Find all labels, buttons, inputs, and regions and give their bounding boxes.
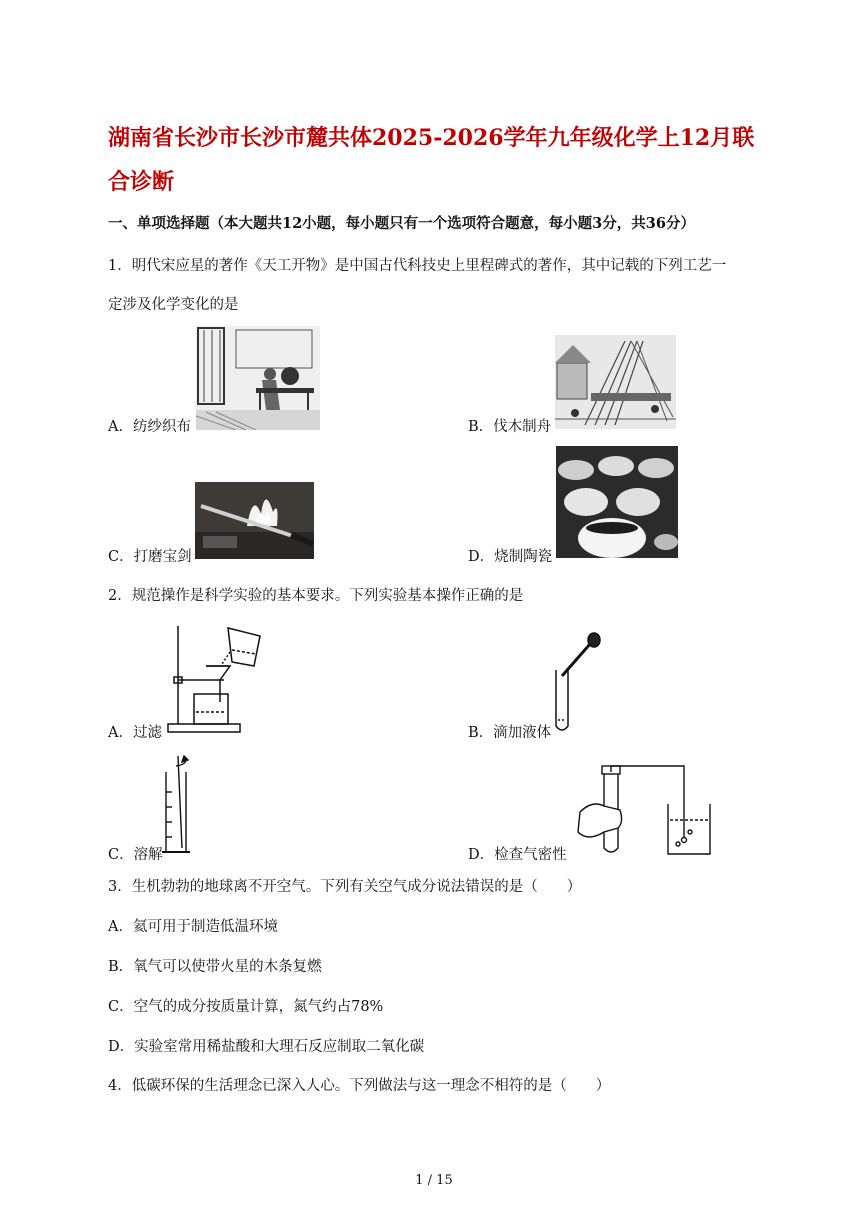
sword-forging-image [195, 482, 314, 559]
q3-option-b: B．氧气可以使带火星的木条复燃 [108, 959, 322, 975]
dissolving-cylinder-image [160, 752, 196, 858]
q2-option-b: B．滴加液体 [468, 725, 552, 741]
q3-stem: 3．生机勃勃的地球离不开空气。下列有关空气成分说法错误的是（ ） [108, 879, 582, 895]
q1-option-c: C．打磨宝剑 [108, 549, 192, 565]
q1-option-d: D．烧制陶瓷 [468, 549, 553, 565]
page-number: 1 / 15 [415, 1173, 453, 1188]
section-heading: 一、单项选择题（本大题共12小题，每小题只有一个选项符合题意，每小题3分，共36分） [108, 215, 695, 232]
airtightness-check-image [574, 762, 714, 858]
q3-option-d: D．实验室常用稀盐酸和大理石反应制取二氧化碳 [108, 1039, 425, 1055]
spinning-weaving-image [196, 326, 320, 430]
q2-option-a: A．过滤 [108, 725, 162, 741]
q1-stem-line1: 1．明代宋应星的著作《天工开物》是中国古代科技史上里程碑式的著作，其中记载的下列工艺一 [108, 258, 727, 274]
q3-option-c: C．空气的成分按质量计算，氮气约占78% [108, 999, 384, 1015]
q1-option-a: A．纺纱织布 [108, 419, 191, 435]
q1-option-b: B．伐木制舟 [468, 419, 552, 435]
q1-stem-line2: 定涉及化学变化的是 [108, 297, 239, 313]
q2-option-d: D．检查气密性 [468, 847, 567, 863]
q2-stem: 2．规范操作是科学实验的基本要求。下列实验基本操作正确的是 [108, 588, 524, 604]
q3-option-a: A．氦可用于制造低温环境 [108, 919, 278, 935]
q2-option-c: C．溶解 [108, 847, 163, 863]
dropper-test-tube-image [546, 630, 606, 736]
page-title: 湖南省长沙市长沙市麓共体2025-2026学年九年级化学上12月联合诊断 [108, 125, 755, 195]
q4-stem: 4．低碳环保的生活理念已深入人心。下列做法与这一理念不相符的是（ ） [108, 1078, 611, 1094]
pottery-firing-image [556, 446, 678, 558]
shipbuilding-image [555, 335, 676, 429]
filtration-apparatus-image [166, 622, 274, 736]
